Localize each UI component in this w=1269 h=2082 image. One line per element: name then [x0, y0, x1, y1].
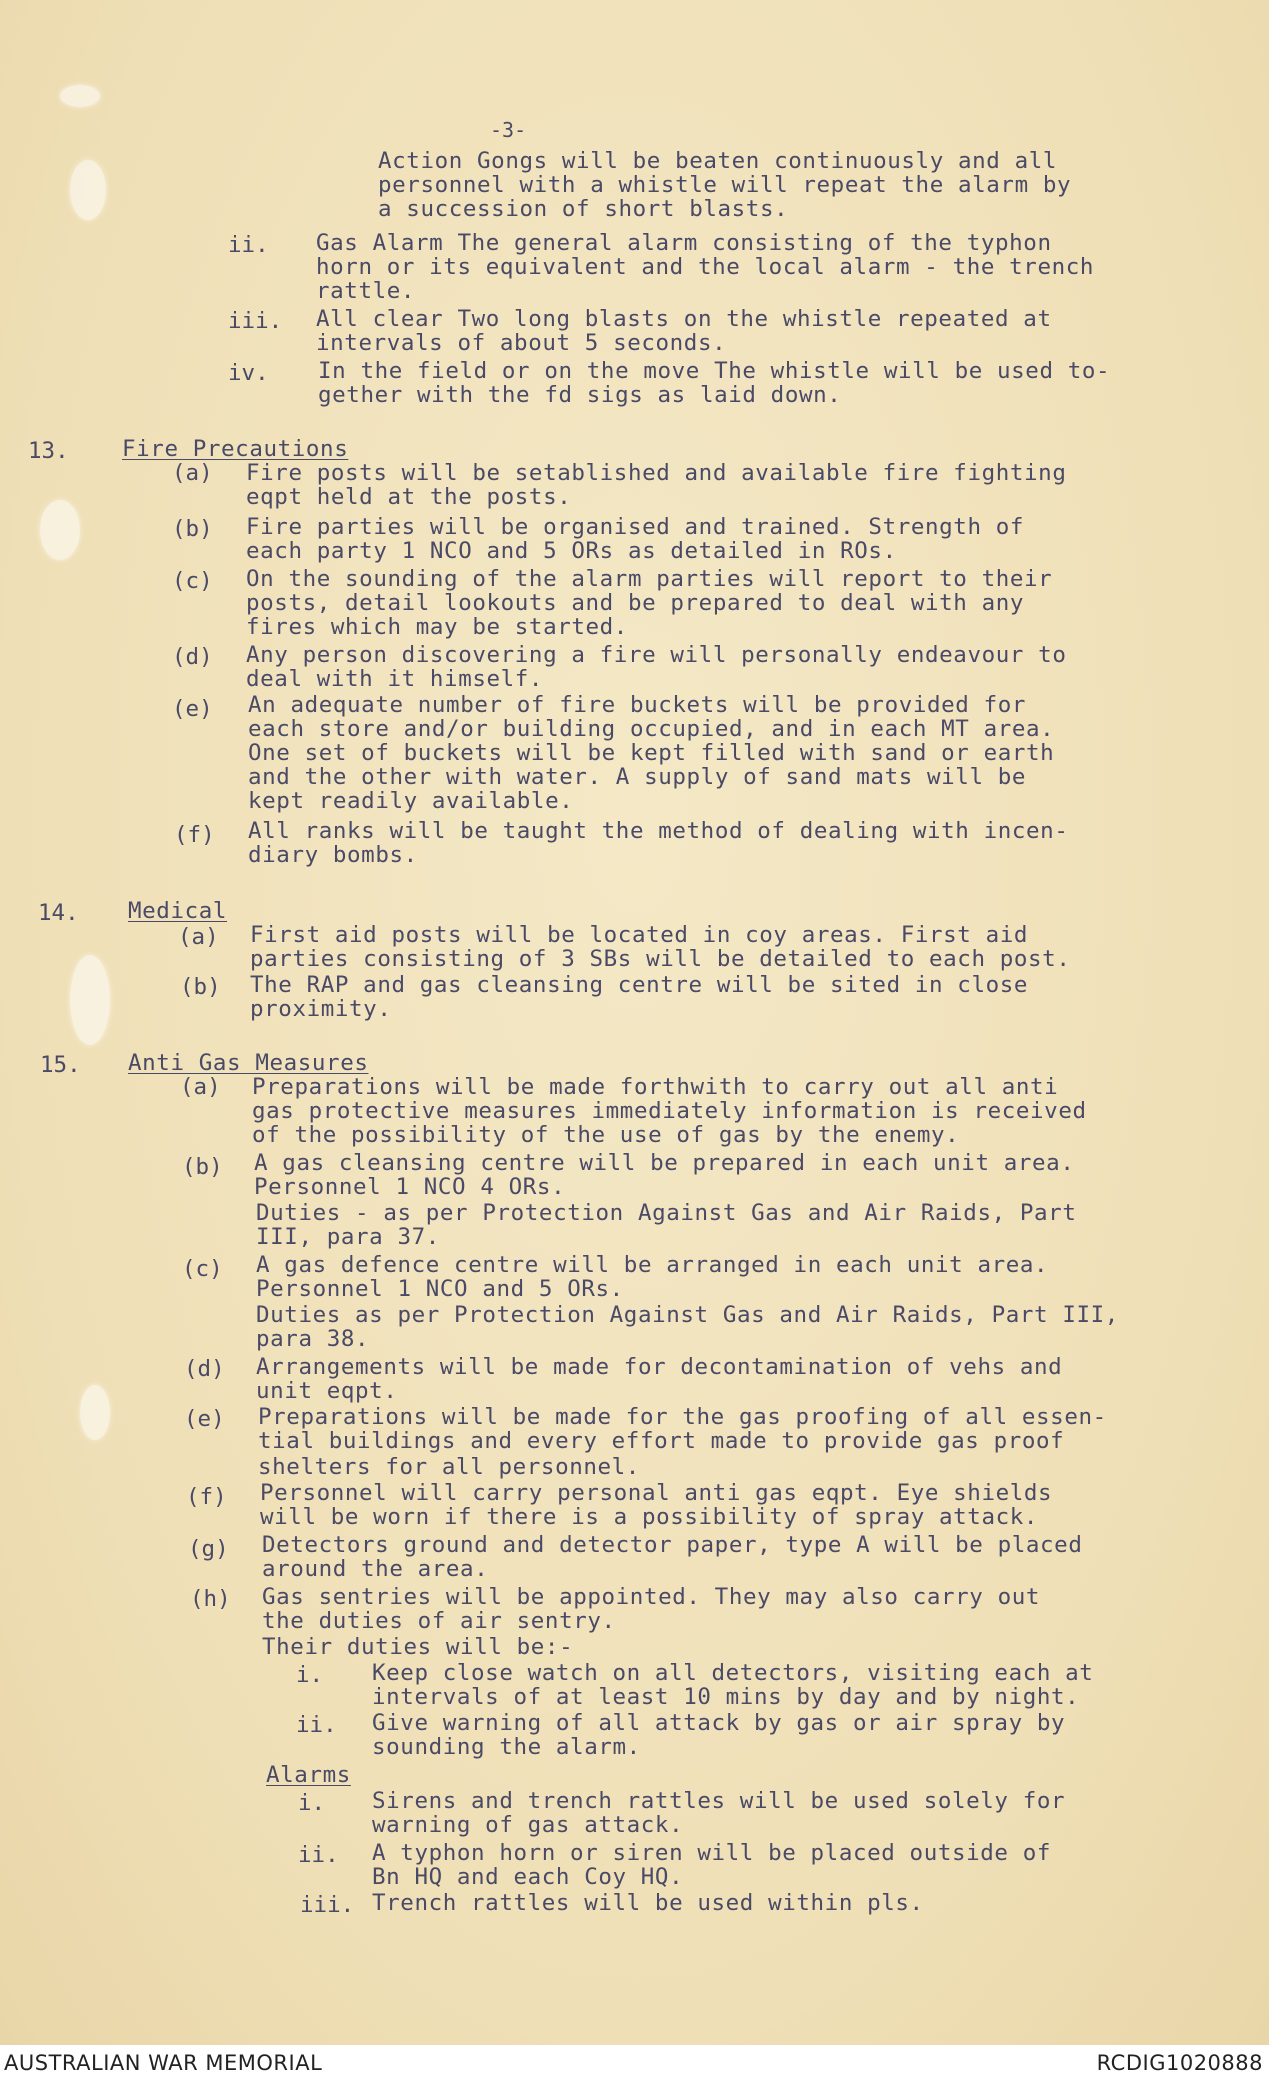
item-line: An adequate number of fire buckets will be provided for	[248, 692, 1027, 718]
intro-line: personnel with a whistle will repeat the alarm by	[378, 172, 1072, 198]
item-marker: (d)	[184, 1356, 225, 1382]
paper-stain	[70, 955, 110, 1045]
section-number: 14.	[38, 900, 79, 926]
item-line: diary bombs.	[248, 842, 418, 868]
item-line: around the area.	[262, 1556, 489, 1582]
page-number: -3-	[490, 118, 527, 142]
item-line: Detectors ground and detector paper, type A will be placed	[262, 1532, 1083, 1558]
duty-line: sounding the alarm.	[372, 1734, 641, 1760]
item-line: proximity.	[250, 996, 392, 1022]
item-line: tial buildings and every effort made to provide gas proof	[258, 1428, 1065, 1454]
alarm-line: warning of gas attack.	[372, 1812, 684, 1838]
item-line: III, para 37.	[256, 1224, 440, 1250]
alarm-line: In the field or on the move The whistle will be used to-	[318, 358, 1111, 384]
item-line: shelters for all personnel.	[258, 1454, 640, 1480]
alarm-line: All clear Two long blasts on the whistle repeated at	[316, 306, 1052, 332]
item-line: parties consisting of 3 SBs will be detailed to each post.	[250, 946, 1071, 972]
section-title: Fire Precautions	[122, 436, 349, 462]
section-number: 15.	[40, 1052, 81, 1078]
item-marker: (c)	[182, 1256, 223, 1282]
alarm-line: Sirens and trench rattles will be used solely for	[372, 1788, 1066, 1814]
item-line: deal with it himself.	[246, 666, 544, 692]
item-marker: (c)	[172, 568, 213, 594]
footer-id: RCDIG1020888	[1096, 2051, 1263, 2075]
alarm-line: Bn HQ and each Coy HQ.	[372, 1864, 684, 1890]
section-title: Anti Gas Measures	[128, 1050, 369, 1076]
archive-footer	[0, 2045, 1269, 2082]
item-line: The RAP and gas cleansing centre will be sited in close	[250, 972, 1029, 998]
paper-stain	[70, 160, 106, 220]
item-line: kept readily available.	[248, 788, 574, 814]
alarm-line: Trench rattles will be used within pls.	[372, 1890, 924, 1916]
item-line: eqpt held at the posts.	[246, 484, 572, 510]
item-line: each store and/or building occupied, and in each MT area.	[248, 716, 1055, 742]
alarm-marker: ii.	[298, 1842, 339, 1868]
item-marker: (b)	[172, 516, 213, 542]
alarm-line: horn or its equivalent and the local alarm - the trench	[316, 254, 1095, 280]
item-line: Duties - as per Protection Against Gas and Air Raids, Part	[256, 1200, 1077, 1226]
alarm-line: A typhon horn or siren will be placed outside of	[372, 1840, 1052, 1866]
item-line: Personnel 1 NCO and 5 ORs.	[256, 1276, 624, 1302]
item-line: Any person discovering a fire will personally endeavour to	[246, 642, 1067, 668]
footer-source: AUSTRALIAN WAR MEMORIAL	[4, 2051, 323, 2075]
item-line: Personnel 1 NCO 4 ORs.	[254, 1174, 566, 1200]
alarm-line: Gas Alarm The general alarm consisting of the typhon	[316, 230, 1052, 256]
item-marker: (b)	[182, 1154, 223, 1180]
alarms-heading: Alarms	[266, 1762, 351, 1788]
duty-marker: i.	[296, 1662, 324, 1688]
item-line: A gas defence centre will be arranged in each unit area.	[256, 1252, 1049, 1278]
item-line: the duties of air sentry.	[262, 1608, 616, 1634]
alarm-line: intervals of about 5 seconds.	[316, 330, 727, 356]
alarm-marker: ii.	[228, 232, 269, 258]
item-marker: (a)	[180, 1074, 221, 1100]
item-marker: (e)	[172, 696, 213, 722]
item-marker: (g)	[188, 1536, 229, 1562]
item-line: Fire posts will be setablished and available fire fighting	[246, 460, 1067, 486]
item-line: Duties as per Protection Against Gas and Air Raids, Part III,	[256, 1302, 1119, 1328]
item-line: All ranks will be taught the method of dealing with incen-	[248, 818, 1069, 844]
item-line: A gas cleansing centre will be prepared in each unit area.	[254, 1150, 1075, 1176]
item-line: will be worn if there is a possibility of spray attack.	[260, 1504, 1039, 1530]
item-marker: (b)	[180, 974, 221, 1000]
alarm-line: gether with the fd sigs as laid down.	[318, 382, 842, 408]
item-line: Personnel will carry personal anti gas eqpt. Eye shields	[260, 1480, 1053, 1506]
item-marker: (f)	[174, 822, 215, 848]
duties-heading: Their duties will be:-	[262, 1634, 574, 1660]
item-line: each party 1 NCO and 5 ORs as detailed in ROs.	[246, 538, 897, 564]
item-line: unit eqpt.	[256, 1378, 398, 1404]
paper-stain	[40, 500, 80, 560]
duty-line: intervals of at least 10 mins by day and by night.	[372, 1684, 1080, 1710]
intro-line: Action Gongs will be beaten continuously and all	[378, 148, 1058, 174]
item-marker: (a)	[178, 924, 219, 950]
alarm-marker: iii.	[300, 1892, 355, 1918]
item-line: Preparations will be made forthwith to carry out all anti	[252, 1074, 1059, 1100]
item-line: Arrangements will be made for decontamination of vehs and	[256, 1354, 1063, 1380]
item-marker: (f)	[186, 1484, 227, 1510]
duty-marker: ii.	[296, 1712, 337, 1738]
alarm-line: rattle.	[316, 278, 416, 304]
item-line: para 38.	[256, 1326, 370, 1352]
item-line: fires which may be started.	[246, 614, 628, 640]
duty-line: Keep close watch on all detectors, visiting each at	[372, 1660, 1094, 1686]
item-line: On the sounding of the alarm parties will report to their	[246, 566, 1053, 592]
item-line: and the other with water. A supply of sand mats will be	[248, 764, 1027, 790]
item-line: posts, detail lookouts and be prepared to deal with any	[246, 590, 1025, 616]
item-marker: (a)	[172, 460, 213, 486]
section-number: 13.	[28, 438, 69, 464]
item-line: Fire parties will be organised and trained. Strength of	[246, 514, 1025, 540]
alarm-marker: i.	[298, 1790, 326, 1816]
item-line: Preparations will be made for the gas proofing of all essen-	[258, 1404, 1107, 1430]
alarm-marker: iv.	[228, 360, 269, 386]
item-marker: (h)	[190, 1586, 231, 1612]
paper-stain	[80, 1385, 110, 1440]
item-line: Gas sentries will be appointed. They may also carry out	[262, 1584, 1041, 1610]
item-line: First aid posts will be located in coy areas. First aid	[250, 922, 1029, 948]
alarm-marker: iii.	[228, 308, 283, 334]
item-marker: (e)	[184, 1406, 225, 1432]
item-line: gas protective measures immediately information is received	[252, 1098, 1087, 1124]
item-line: One set of buckets will be kept filled with sand or earth	[248, 740, 1055, 766]
item-marker: (d)	[172, 644, 213, 670]
paper-stain	[60, 85, 100, 107]
section-title: Medical	[128, 898, 228, 924]
duty-line: Give warning of all attack by gas or air spray by	[372, 1710, 1066, 1736]
item-line: of the possibility of the use of gas by the enemy.	[252, 1122, 960, 1148]
intro-line: a succession of short blasts.	[378, 196, 789, 222]
